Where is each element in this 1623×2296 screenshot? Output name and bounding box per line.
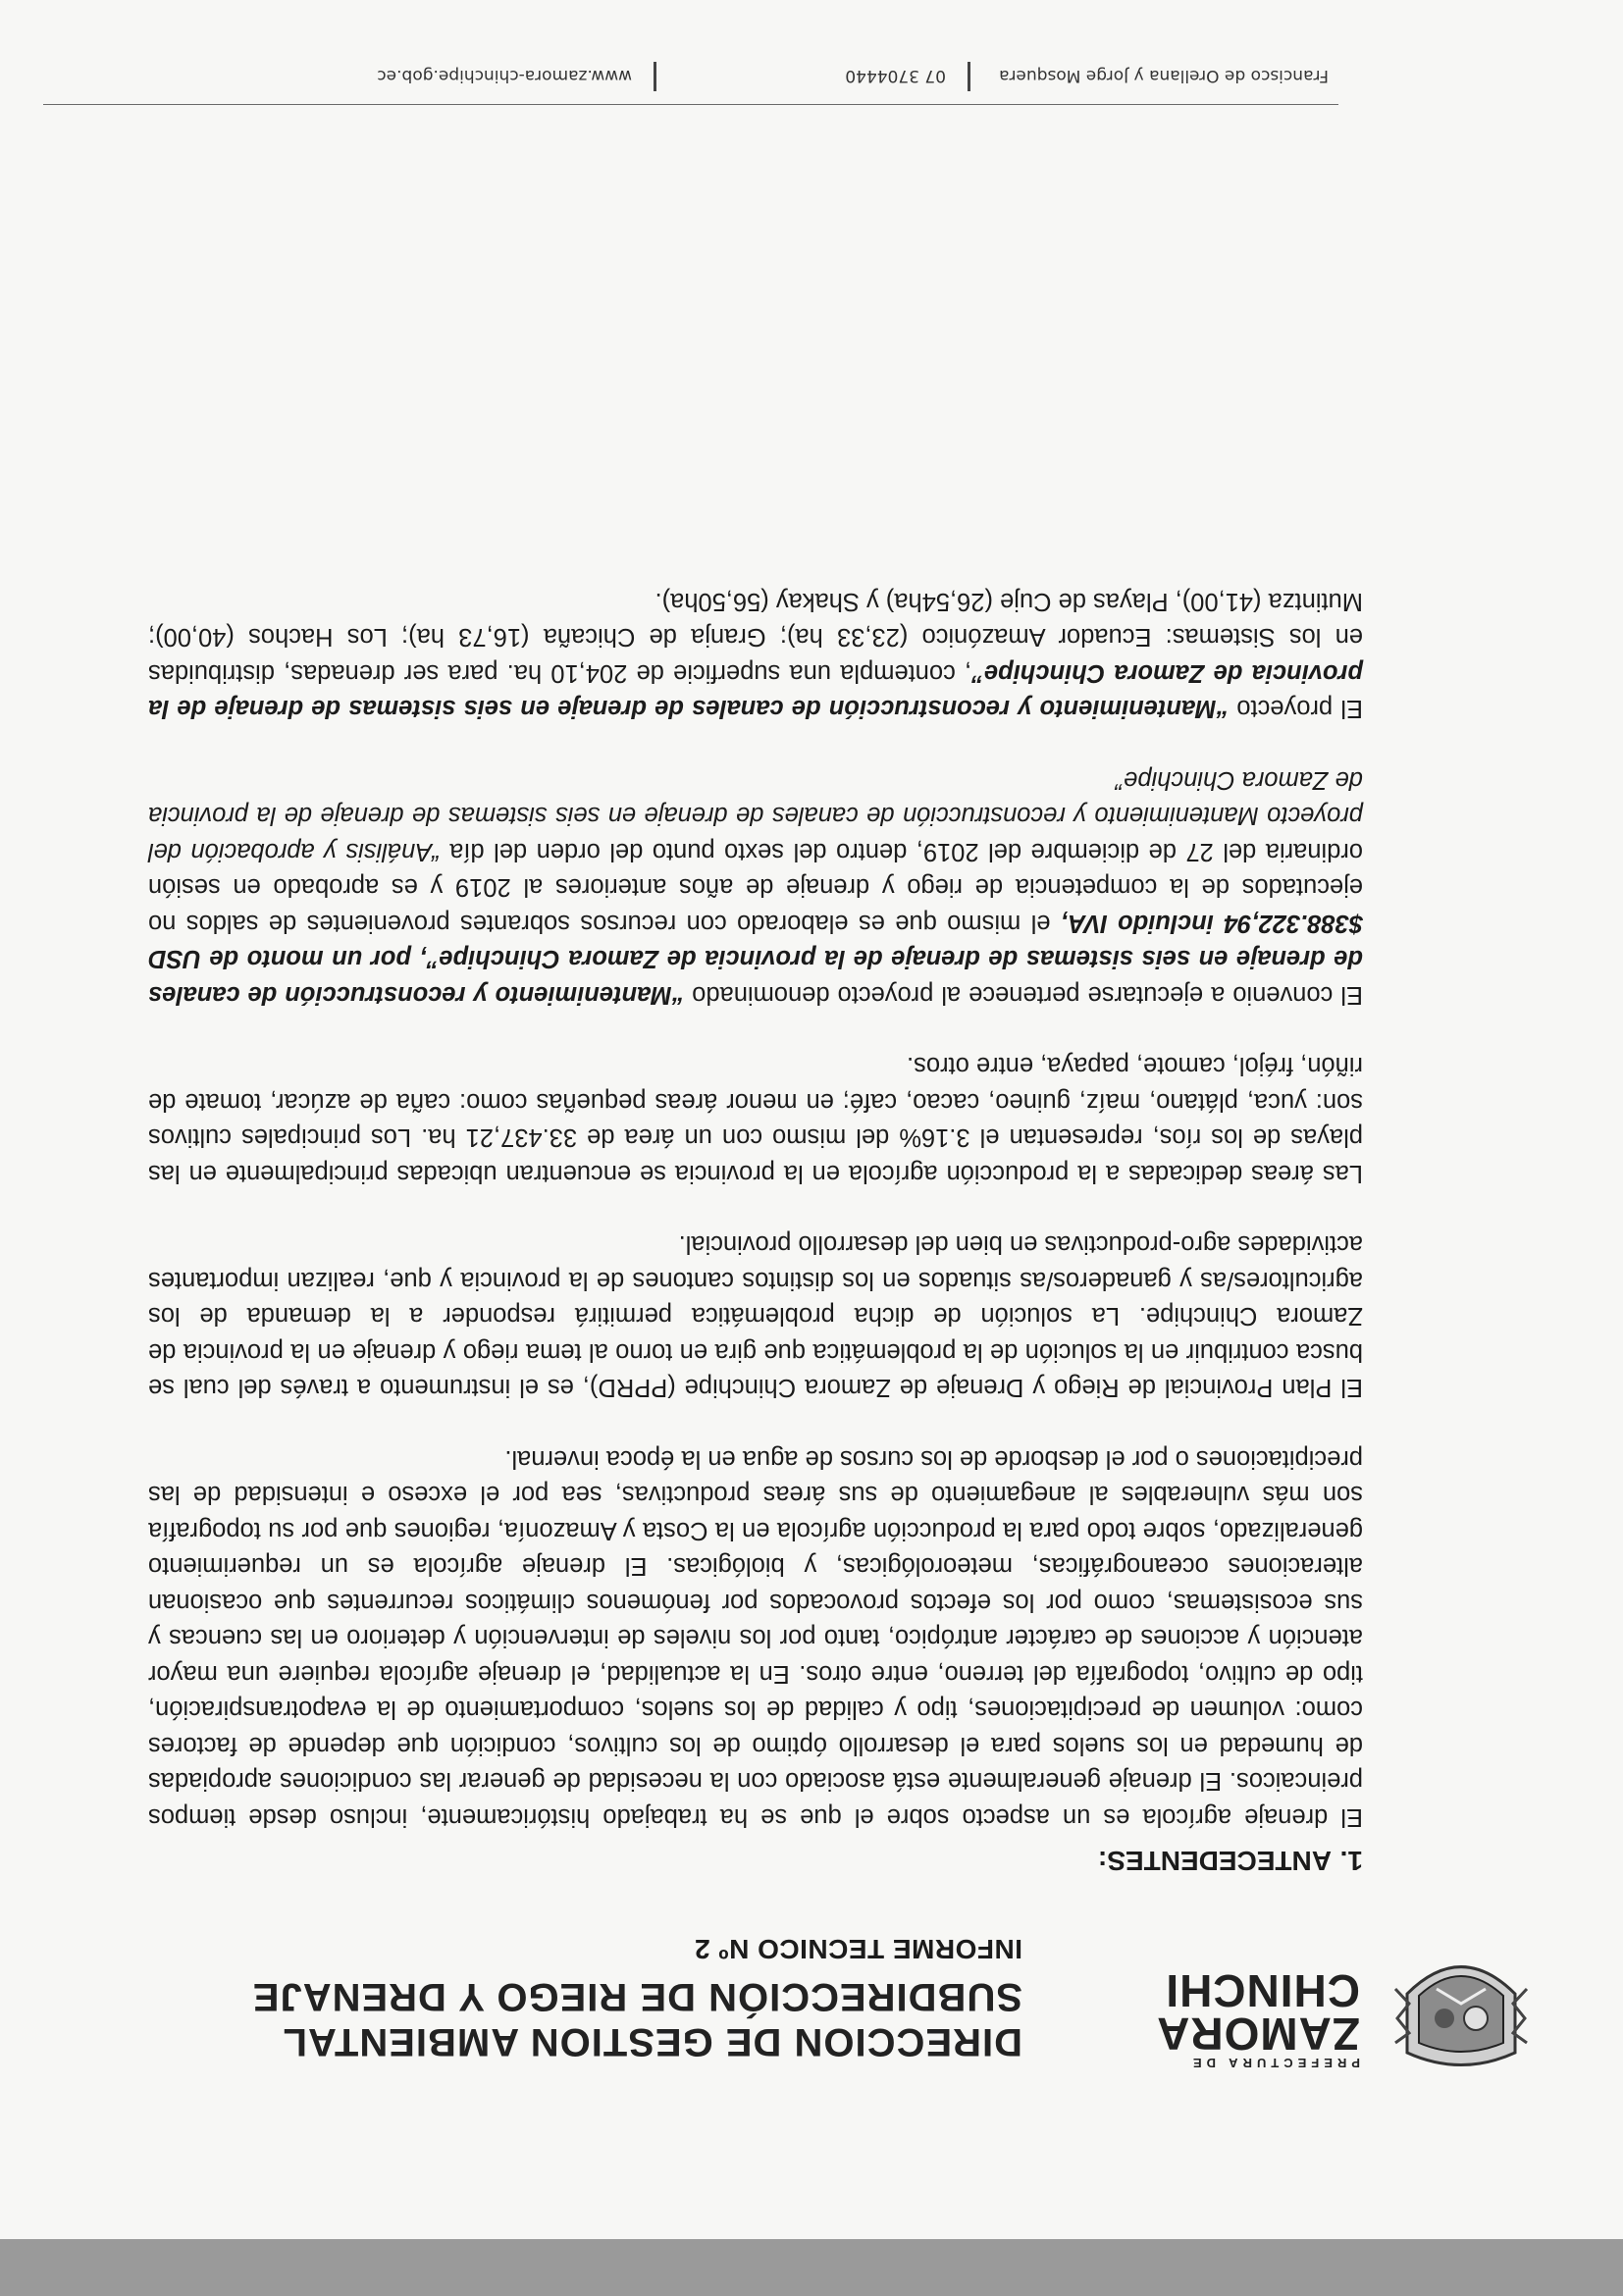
agreement-text-2: el mismo que es elaborado con recursos sobrantes provenientes de saldos no ejecutados de la competencia de riego y drenaje de años anteriores al 2019 y es aprobado en sesión ordinaria del 27 de diciembre del 2019, dentro del sexto punto del orden del día [148, 838, 1363, 937]
prefecture-crest-icon [1387, 1945, 1535, 2072]
agreement-text-1: El convenio a ejecutarse pertenece al proyecto denominado [684, 981, 1363, 1009]
scope-text-1: El proyecto [1229, 695, 1363, 723]
agreement-agenda-item: “Análisis y aprobación del proyecto Mantenimiento y reconstrucción de canales de drenaje en seis sistemas de drenaje de la provincia de Zamora Chinchipe” [147, 766, 1363, 865]
paragraph-drainage-background: El drenaje agrícola es un aspecto sobre el que se ha trabajado históricamente, incluso desde tiempos preincaicos. El drenaje generalmente está asociado con la necesidad de generar las condiciones apropiadas de humedad en los suelos para el desarrollo óptimo de los cultivos, condición que depende de factores como: volumen de precipitaciones, tipo y calidad de los suelos, comportamiento de la evapotranspiración, tipo de cultivo, topografía del terreno, entre otros. En la actualidad, el drenaje agrícola requiere una mayor atención y acciones de carácter antrópico, tanto por los niveles de intervención y deterioro en las cuencas y sus ecosistemas, como por los efectos provocados por fenómenos climáticos recurrentes que ocasionan alteraciones oceanográficas, meteorológicas, y biológicas. El drenaje agrícola es un requerimiento generalizado, sobre todo para la producción agrícola en la Costa y Amazonía, regiones que por su topografía son más vulnerables al anegamiento de sus áreas productivas, sea por el exceso e intensidad de las precipitaciones o por el desborde de los cursos de agua en la época invernal. [148, 1445, 1363, 1831]
paragraph-agricultural-areas: Las áreas dedicadas a la producción agrícola en la provincia se encuentran ubicadas principalmente en las playas de los ríos, representan el 3.16% del mismo con un área de 33.437,21 ha. Los principales cultivos son: yuca, plátano, maíz, guineo, cacao, café; en menor áreas pequeñas como: caña de azúcar, tomate de riñón, fréjol, camote, papaya, entre otros. [148, 1052, 1363, 1187]
scope-text-2: , contempla una superficie de 204,10 ha. para ser drenadas, distribuidas en los Sistemas: Ecuador Amazónico (23,33 ha); Granja de Chicaña (16,73 ha); Los Hachos (40,00); Mutintza (41,00), Playas de Cuje (26,54ha) y Shakay (56,50ha). [148, 588, 1363, 687]
top-gray-band [0, 2239, 1623, 2296]
footer-address: Francisco de Orellana y Jorge Mosquera [999, 66, 1329, 85]
footer-separator [654, 62, 656, 91]
section-title: ANTECEDENTES: [1097, 1846, 1332, 1876]
department-heading [252, 1974, 1022, 2064]
paragraph-project-scope [148, 584, 1363, 727]
footer-website: www.zamora-chinchipe.gob.ec [377, 66, 632, 85]
scope-project-name: “Mantenimiento y reconstrucción de canales de drenaje en seis sistemas de drenaje de la provincia de Zamora Chinchipe” [148, 659, 1363, 723]
footer-phone: 07 3704440 [845, 66, 946, 85]
paragraph-provincial-plan: El Plan Provincial de Riego y Drenaje de Zamora Chinchipe (PPRD), es el instrumento a través del cual se busca contribuir en la solución de la problemática que gira en torno al tema riego y drenaje en la provincia de Zamora Chinchipe. La solución de dicha problemática permitirá responder a la demanda de los agricultores/as y ganaderos/as situados en los distintos cantones de la provincia y que, realizan importantes actividades agro-productivas en bien del desarrollo provincial. [148, 1230, 1363, 1402]
brand-prefix: PREFECTURA DE [1187, 2056, 1360, 2070]
footer-divider [43, 104, 1338, 105]
section-number: 1. [1339, 1846, 1363, 1876]
department-line-2: SUBDIRECCIÓN DE RIEGO Y DRENAJE [251, 1975, 1022, 2018]
section-heading [1098, 1845, 1363, 1876]
report-title: INFORME TECNICO Nº 2 [694, 1934, 1022, 1964]
brand-line-1: ZAMORA [1156, 2009, 1360, 2060]
report-body [148, 584, 1363, 1836]
page-footer [0, 46, 1623, 105]
agreement-project-name: “Mantenimiento y reconstrucción de canales de drenaje en seis sistemas de drenaje de la provincia de Zamora Chinchipe”, por un monto de USD $388.322,94 incluido IVA, [148, 910, 1363, 1009]
prefecture-brand [1156, 1965, 1360, 2070]
footer-separator [968, 62, 970, 91]
paragraph-agreement [148, 762, 1363, 1014]
department-line-1: DIRECCION DE GESTION AMBIENTAL [282, 2020, 1022, 2063]
brand-line-2: CHINCHI [1165, 1965, 1360, 2016]
